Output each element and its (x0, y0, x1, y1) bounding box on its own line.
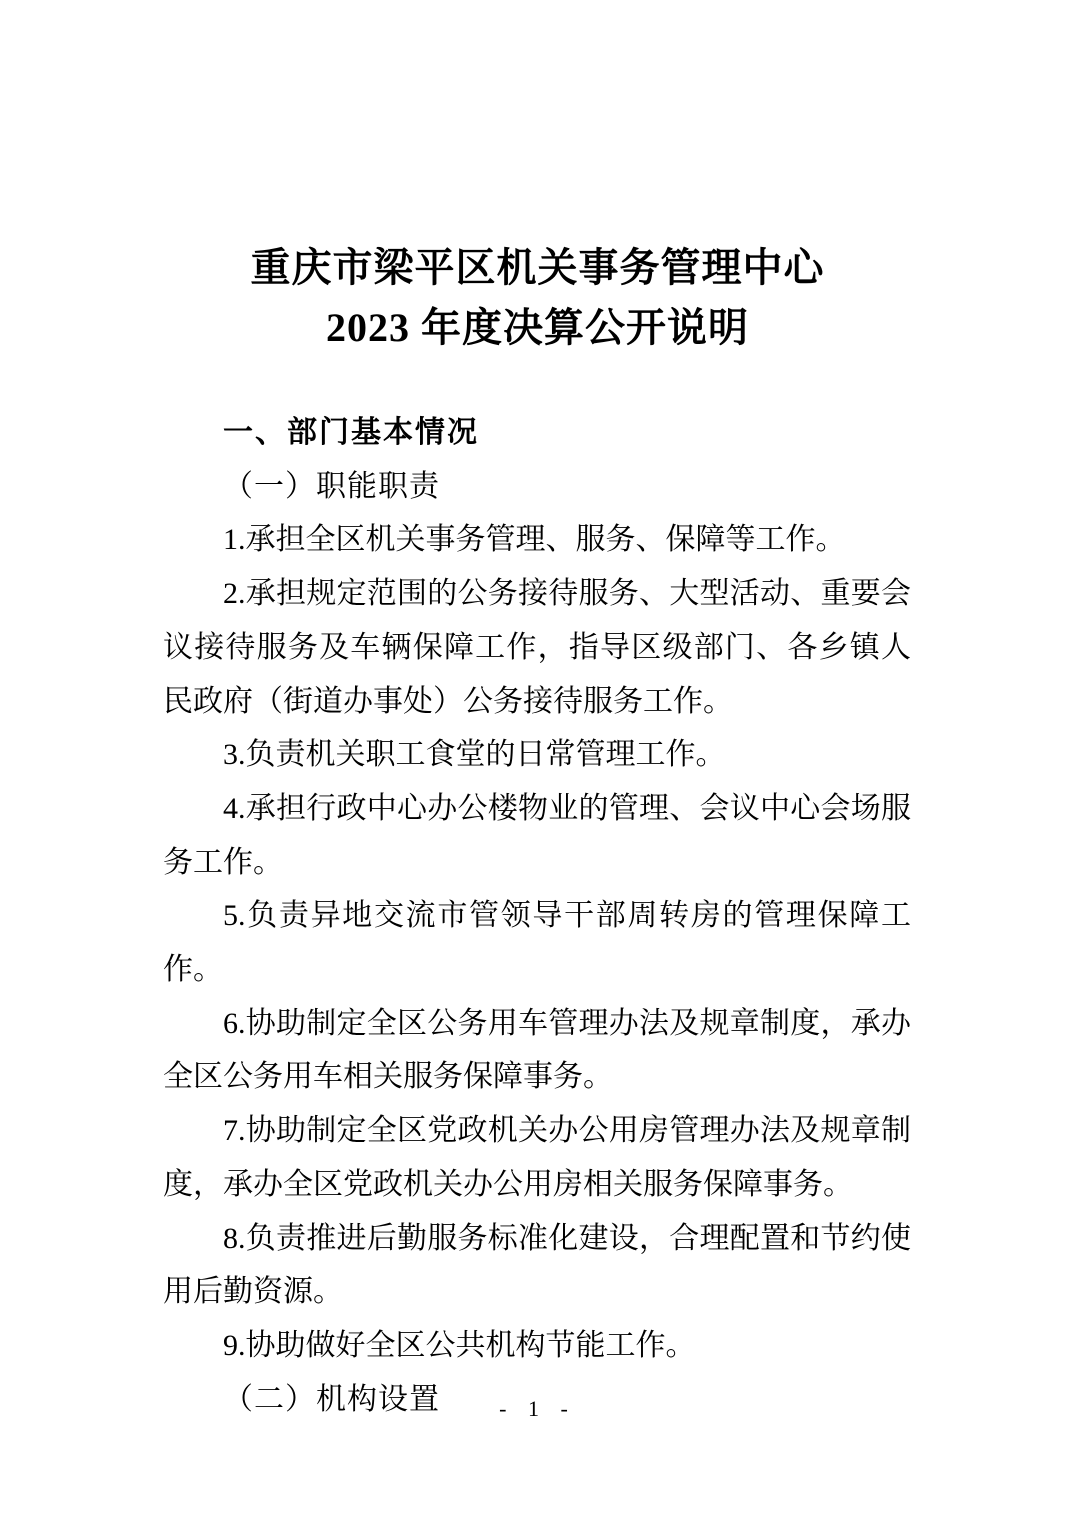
section-heading: 一、部门基本情况 (223, 416, 479, 449)
paragraph: 2.承担规定范围的公务接待服务、大型活动、重要会议接待服务及车辆保障工作，指导区级部门、各乡镇人民政府（街道办事处）公务接待服务工作。 (163, 577, 911, 718)
paragraph: 4.承担行政中心办公楼物业的管理、会议中心会场服务工作。 (163, 791, 911, 879)
sub-heading: （二）机构设置 (223, 1382, 440, 1416)
paragraph: 8.负责推进后勤服务标准化建设，合理配置和节约使用后勤资源。 (163, 1221, 911, 1309)
paragraph: 7.协助制定全区党政机关办公用房管理办法及规章制度，承办全区党政机关办公用房相关服务保障事务。 (163, 1114, 911, 1201)
sub-heading: （一）职能职责 (223, 469, 440, 503)
page-number: - 1 - (499, 1396, 576, 1421)
document-title-line1: 重庆市梁平区机关事务管理中心 (250, 245, 825, 290)
document-body (163, 406, 911, 1426)
paragraph: 1.承担全区机关事务管理、服务、保障等工作。 (223, 523, 846, 557)
paragraph: 5.负责异地交流市管领导干部周转房的管理保障工作。 (163, 899, 911, 987)
document-title-line2: 2023 年度决算公开说明 (326, 305, 749, 350)
paragraph: 9.协助做好全区公共机构节能工作。 (223, 1328, 696, 1362)
document-title (0, 238, 1075, 358)
paragraph: 6.协助制定全区公务用车管理办法及规章制度，承办全区公务用车相关服务保障事务。 (163, 1006, 911, 1094)
paragraph: 3.负责机关职工食堂的日常管理工作。 (223, 738, 726, 772)
